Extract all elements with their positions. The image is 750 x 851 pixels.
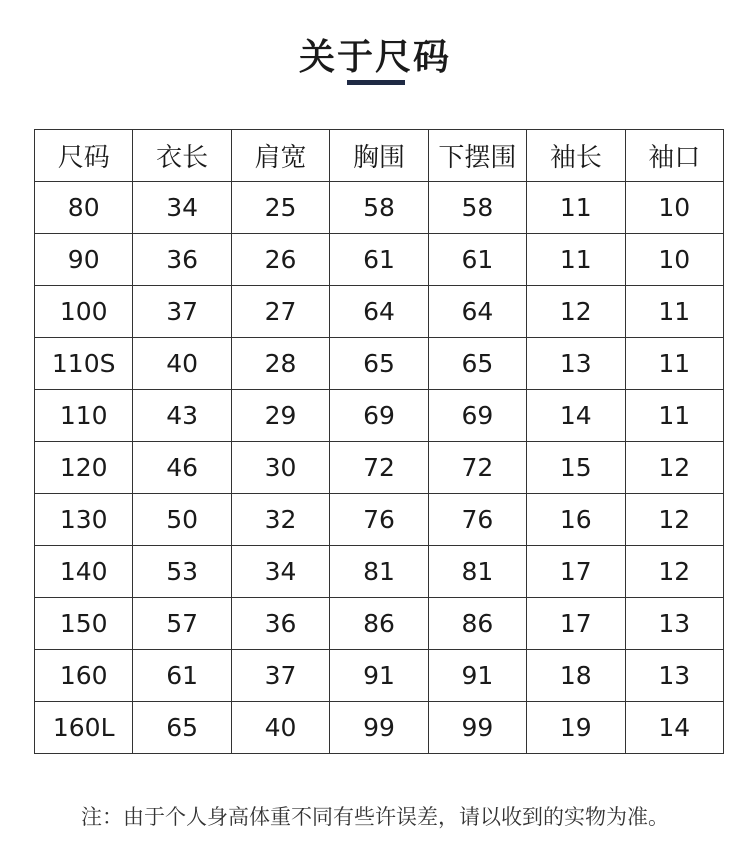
table-cell: 15 — [527, 442, 625, 494]
table-cell: 80 — [35, 182, 133, 234]
table-cell: 61 — [330, 234, 428, 286]
table-cell: 99 — [330, 702, 428, 754]
table-row — [35, 182, 724, 234]
table-cell: 40 — [231, 702, 329, 754]
table-cell: 25 — [231, 182, 329, 234]
table-cell: 12 — [625, 442, 723, 494]
table-cell: 19 — [527, 702, 625, 754]
table-cell: 61 — [428, 234, 526, 286]
table-header-row — [35, 130, 724, 182]
table-cell: 91 — [428, 650, 526, 702]
table-row — [35, 598, 724, 650]
table-cell: 10 — [625, 182, 723, 234]
table-cell: 30 — [231, 442, 329, 494]
table-cell: 160L — [35, 702, 133, 754]
table-cell: 76 — [428, 494, 526, 546]
table-cell: 13 — [625, 650, 723, 702]
table-cell: 14 — [527, 390, 625, 442]
table-row — [35, 702, 724, 754]
table-cell: 43 — [133, 390, 231, 442]
header-shoulder: 肩宽 — [231, 130, 329, 182]
header-length: 衣长 — [133, 130, 231, 182]
table-cell: 86 — [428, 598, 526, 650]
table-cell: 69 — [428, 390, 526, 442]
table-cell: 40 — [133, 338, 231, 390]
table-cell: 110 — [35, 390, 133, 442]
table-cell: 37 — [231, 650, 329, 702]
table-cell: 34 — [231, 546, 329, 598]
table-cell: 11 — [625, 390, 723, 442]
table-cell: 14 — [625, 702, 723, 754]
table-cell: 27 — [231, 286, 329, 338]
table-cell: 11 — [527, 182, 625, 234]
table-cell: 34 — [133, 182, 231, 234]
table-cell: 130 — [35, 494, 133, 546]
table-cell: 99 — [428, 702, 526, 754]
table-cell: 61 — [133, 650, 231, 702]
table-cell: 11 — [625, 286, 723, 338]
table-row — [35, 650, 724, 702]
table-cell: 110S — [35, 338, 133, 390]
title-underline — [347, 80, 405, 85]
table-cell: 65 — [133, 702, 231, 754]
table-cell: 11 — [527, 234, 625, 286]
table-cell: 65 — [330, 338, 428, 390]
table-cell: 29 — [231, 390, 329, 442]
table-cell: 65 — [428, 338, 526, 390]
table-cell: 72 — [330, 442, 428, 494]
table-cell: 81 — [428, 546, 526, 598]
table-cell: 18 — [527, 650, 625, 702]
table-cell: 17 — [527, 598, 625, 650]
table-cell: 58 — [330, 182, 428, 234]
table-cell: 160 — [35, 650, 133, 702]
size-note: 注：由于个人身高体重不同有些许误差，请以收到的实物为准。 — [81, 805, 669, 829]
table-cell: 12 — [625, 546, 723, 598]
table-cell: 11 — [625, 338, 723, 390]
table-cell: 72 — [428, 442, 526, 494]
header-cuff: 袖口 — [625, 130, 723, 182]
table-cell: 81 — [330, 546, 428, 598]
table-cell: 100 — [35, 286, 133, 338]
header-hem: 下摆围 — [428, 130, 526, 182]
table-row — [35, 546, 724, 598]
table-cell: 91 — [330, 650, 428, 702]
table-cell: 17 — [527, 546, 625, 598]
table-cell: 16 — [527, 494, 625, 546]
table-cell: 37 — [133, 286, 231, 338]
table-cell: 150 — [35, 598, 133, 650]
table-cell: 10 — [625, 234, 723, 286]
table-cell: 53 — [133, 546, 231, 598]
table-cell: 90 — [35, 234, 133, 286]
table-cell: 64 — [428, 286, 526, 338]
table-cell: 69 — [330, 390, 428, 442]
page-title: 关于尺码 — [298, 37, 451, 78]
table-cell: 120 — [35, 442, 133, 494]
table-row — [35, 338, 724, 390]
table-cell: 13 — [527, 338, 625, 390]
size-chart-table — [34, 129, 724, 754]
header-size: 尺码 — [35, 130, 133, 182]
table-cell: 28 — [231, 338, 329, 390]
table-cell: 12 — [625, 494, 723, 546]
table-body — [35, 182, 724, 754]
table-cell: 46 — [133, 442, 231, 494]
table-row — [35, 286, 724, 338]
table-row — [35, 390, 724, 442]
table-cell: 58 — [428, 182, 526, 234]
table-cell: 36 — [133, 234, 231, 286]
header-sleeve-length: 袖长 — [527, 130, 625, 182]
table-row — [35, 494, 724, 546]
table-cell: 57 — [133, 598, 231, 650]
table-cell: 50 — [133, 494, 231, 546]
table-cell: 32 — [231, 494, 329, 546]
table-cell: 64 — [330, 286, 428, 338]
table-cell: 26 — [231, 234, 329, 286]
table-row — [35, 234, 724, 286]
table-cell: 12 — [527, 286, 625, 338]
table-cell: 76 — [330, 494, 428, 546]
table-cell: 36 — [231, 598, 329, 650]
table-cell: 13 — [625, 598, 723, 650]
header-chest: 胸围 — [330, 130, 428, 182]
table-cell: 86 — [330, 598, 428, 650]
table-cell: 140 — [35, 546, 133, 598]
table-row — [35, 442, 724, 494]
